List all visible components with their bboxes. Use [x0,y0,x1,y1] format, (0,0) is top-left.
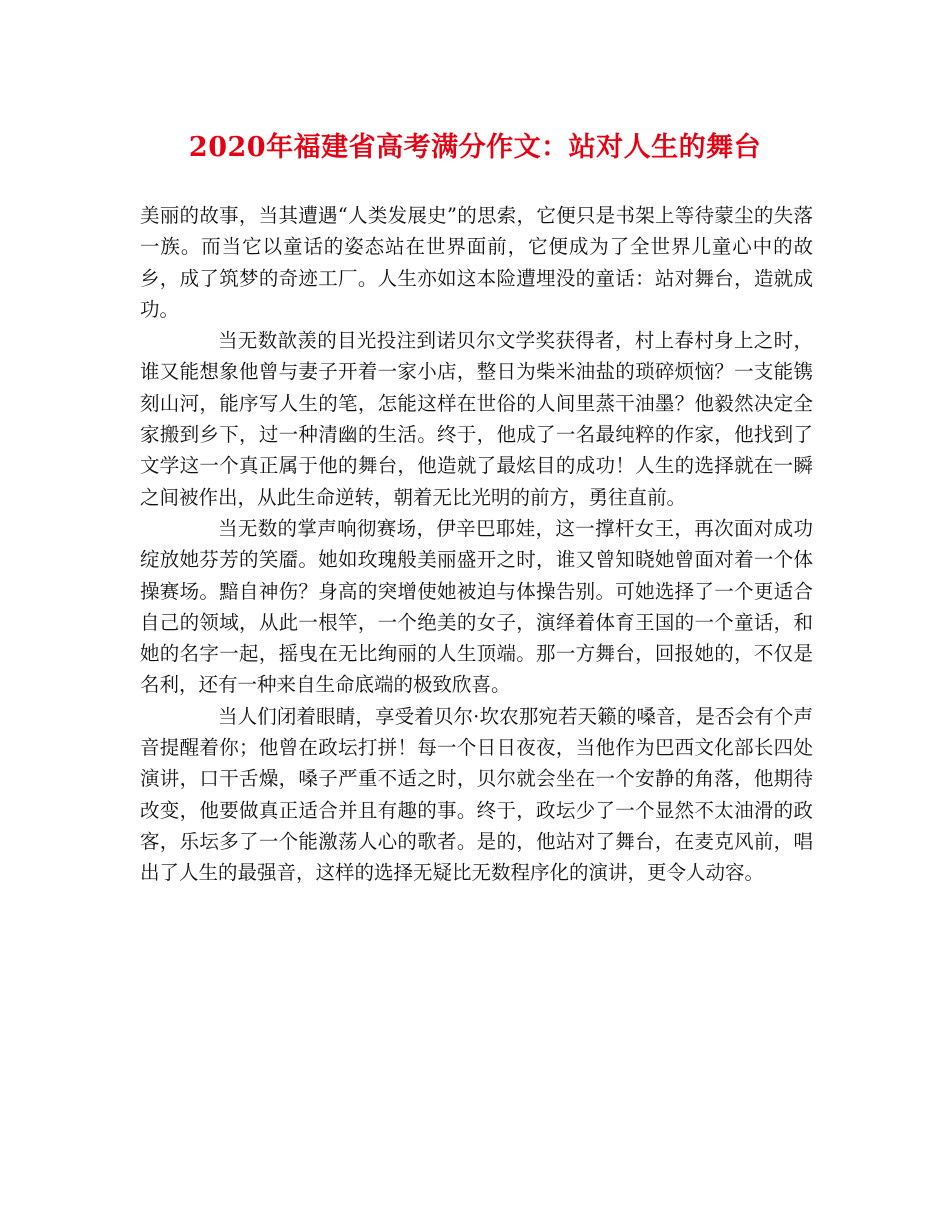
document-body [140,200,813,889]
paragraph-bell: 当人们闭着眼睛，享受着贝尔·坎农那宛若天籁的嗓音，是否会有个声音提醒着你；他曾在政坛打拼！每一个日日夜夜，当他作为巴西文化部长四处演讲，口干舌燥，嗓子严重不适之时，贝尔就会坐在一个安静的角落，他期待改变，他要做真正适合并且有趣的事。终于，政坛少了一个显然不太油滑的政客，乐坛多了一个能激荡人心的歌者。是的，他站对了舞台，在麦克风前，唱出了人生的最强音，这样的选择无疑比无数程序化的演讲，更令人动容。 [140,704,813,885]
paragraph-isinbayeva: 当无数的掌声响彻赛场，伊辛巴耶娃，这一撑杆女王，再次面对成功绽放她芬芳的笑靥。她如玫瑰般美丽盛开之时，谁又曾知晓她曾面对着一个体操赛场。黯自神伤？身高的突增使她被迫与体操告别。可她选择了一个更适合自己的领域，从此一根竿，一个绝美的女子，演绎着体育王国的一个童话，和她的名字一起，摇曳在无比绚丽的人生顶端。那一方舞台，回报她的，不仅是名利，还有一种来自生命底端的极致欣喜。 [140,516,813,697]
document-title: 2020年福建省高考满分作文：站对人生的舞台 [188,132,762,163]
paragraph-intro: 美丽的故事，当其遭遇“人类发展史”的思索，它便只是书架上等待蒙尘的失落一族。而当它以童话的姿态站在世界面前，它便成为了全世界儿童心中的故乡，成了筑梦的奇迹工厂。人生亦如这本险遭埋没的童话：站对舞台，造就成功。 [140,204,813,321]
paragraph-murakami: 当无数歆羡的目光投注到诺贝尔文学奖获得者，村上春村身上之时，谁又能想象他曾与妻子开着一家小店，整日为柴米油盐的琐碎烦恼？一支能镌刻山河，能序写人生的笔，怎能这样在世俗的人间里蒸干油墨？他毅然决定全家搬到乡下，过一种清幽的生活。终于，他成了一名最纯粹的作家，他找到了文学这一个真正属于他的舞台，他造就了最炫目的成功！人生的选择就在一瞬之间被作出，从此生命逆转，朝着无比光明的前方，勇往直前。 [140,329,813,509]
